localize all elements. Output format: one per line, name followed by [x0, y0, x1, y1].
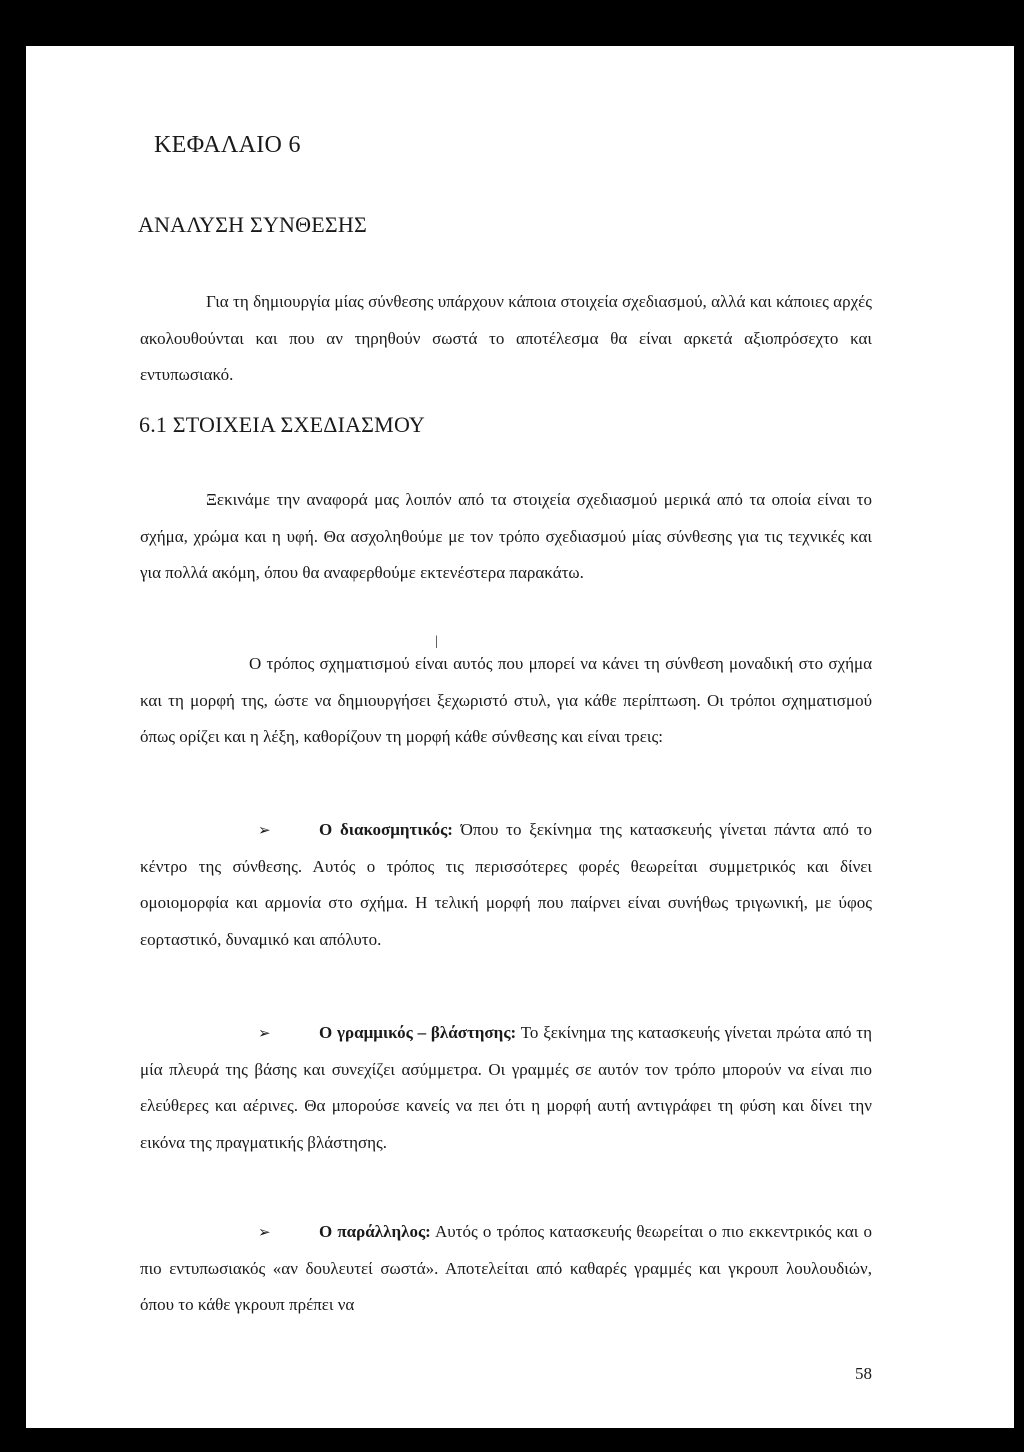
- page-number: 58: [855, 1364, 872, 1383]
- list-item-parallel: [140, 1214, 872, 1324]
- item-text: Το ξεκίνημα της κατασκευής γίνεται πρώτα από τη μία πλευρά της βάσης και συνεχίζει ασύμμετρα. Οι γραμμές σε αυτόν τον τρόπο μπορούν να είναι πιο ελεύθερες και αέρινες. Θα μπορούσε κανείς να πει ότι η μορφή αυτή αντιγράφει τη φύση και δίνει την εικόνα της πραγματικής βλάστησης.: [140, 1023, 872, 1152]
- item-term: Ο διακοσμητικός:: [319, 820, 453, 839]
- item-text: Όπου το ξεκίνημα της κατασκευής γίνεται πάντα από το κέντρο της σύνθεσης. Αυτός ο τρόπος τις περισσότερες φορές θεωρείται συμμετρικός και δίνει ομοιομορφία και αρμονία στο σχήμα. Η τελική μορφή που παίρνει είναι συνήθως τριγωνική, με ύφος εορταστικό, δυναμικό και απόλυτο.: [140, 820, 872, 949]
- section-heading: 6.1 ΣΤΟΙΧΕΙΑ ΣΧΕΔΙΑΣΜΟΥ: [139, 412, 426, 437]
- bullet-arrow-icon: ➢: [258, 1223, 271, 1241]
- item-text: Αυτός ο τρόπος κατασκευής θεωρείται ο πιο εκκεντρικός και ο πιο εντυπωσιακός «αν δουλευτεί σωστά». Αποτελείται από καθαρές γραμμές και γκρουπ λουλουδιών, όπου το κάθε γκρουπ πρέπει να: [140, 1222, 872, 1314]
- chapter-title: ΑΝΑΛΥΣΗ ΣΥΝΘΕΣΗΣ: [138, 212, 367, 237]
- section-paragraph: Ξεκινάμε την αναφορά μας λοιπόν από τα στοιχεία σχεδιασμού μερικά από τα οποία είναι το σχήμα, χρώμα και η υφή. Θα ασχοληθούμε με τον τρόπο σχεδιασμού μίας σύνθεσης για τις τεχνικές και για πολλά ακόμη, όπου θα αναφερθούμε εκτενέστερα παρακάτω.: [140, 490, 872, 582]
- list-item-linear: [140, 1015, 872, 1161]
- bullet-arrow-icon: ➢: [258, 821, 271, 839]
- ways-paragraph: Ο τρόπος σχηματισμού είναι αυτός που μπορεί να κάνει τη σύνθεση μοναδική στο σχήμα και τη μορφή της, ώστε να δημιουργήσει ξεχωριστό στυλ, για κάθε περίπτωση. Οι τρόποι σχηματισμού όπως ορίζει και η λέξη, καθορίζουν τη μορφή κάθε σύνθεσης και είναι τρεις:: [140, 654, 872, 746]
- bullet-arrow-icon: ➢: [258, 1024, 271, 1042]
- item-term: Ο γραμμικός – βλάστησης:: [319, 1023, 517, 1042]
- item-term: Ο παράλληλος:: [319, 1222, 431, 1241]
- intro-paragraph: Για τη δημιουργία μίας σύνθεσης υπάρχουν κάποια στοιχεία σχεδιασμού, αλλά και κάποιες αρχές ακολουθούνται και που αν τηρηθούν σωστά το αποτέλεσμα θα είναι αρκετά αξιοπρόσεχτο και εντυπωσιακό.: [140, 292, 872, 384]
- margin-marker: |: [435, 634, 438, 649]
- chapter-heading: ΚΕΦΑΛΑΙΟ 6: [154, 132, 301, 158]
- document-page: [26, 46, 1014, 1428]
- list-item-decorative: [140, 812, 872, 958]
